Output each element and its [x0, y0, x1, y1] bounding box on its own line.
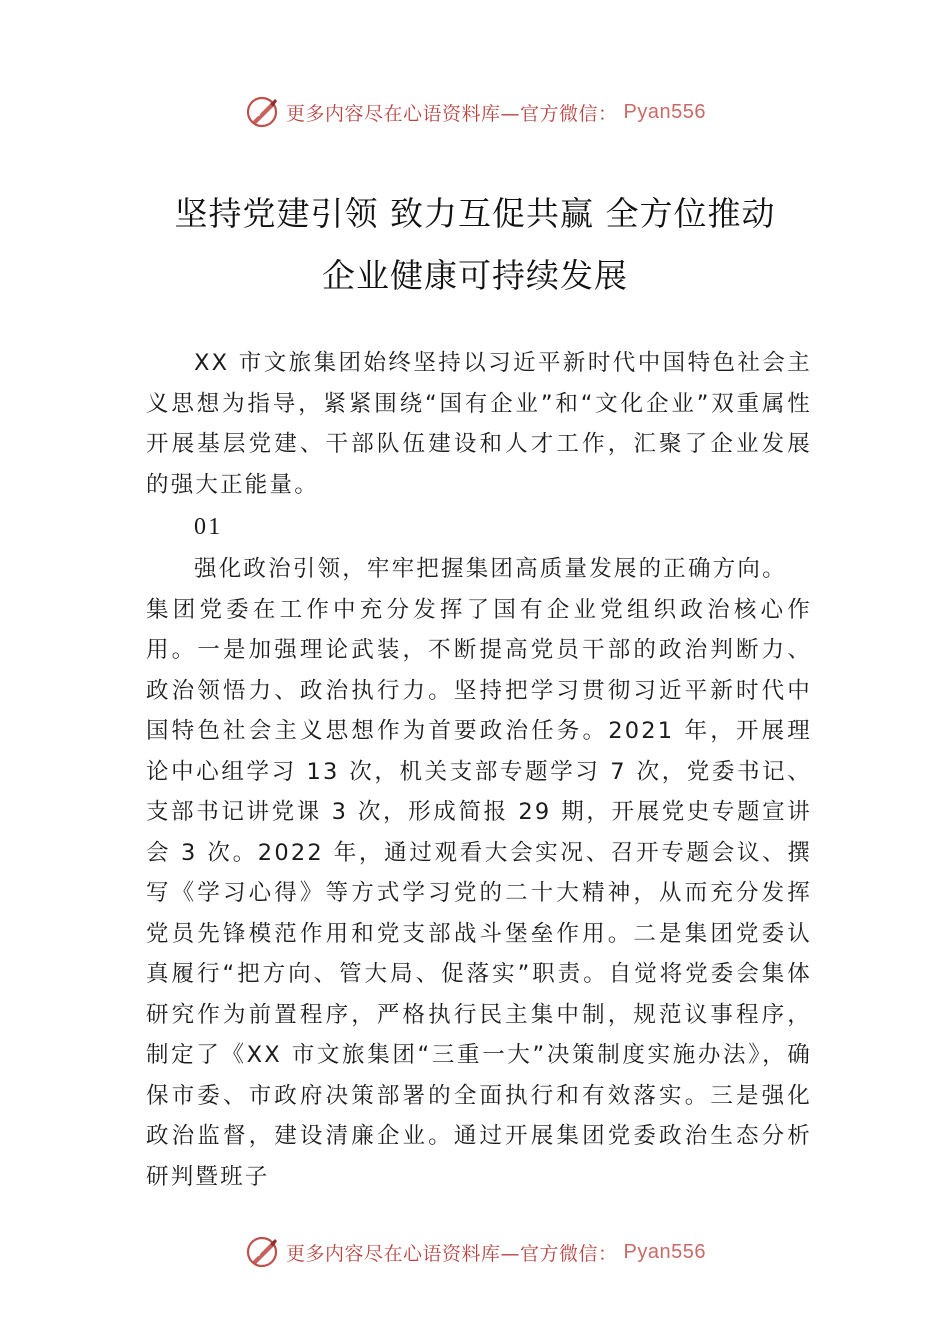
section-number: 01 [194, 514, 223, 540]
pen-nib-icon [244, 94, 280, 130]
header-watermark [0, 94, 950, 130]
document-body [146, 343, 812, 1197]
section-body: 集团党委在工作中充分发挥了国有企业党组织政治核心作用。一是加强理论武装，不断提高党员干部的政治判断力、政治领悟力、政治执行力。坚持把学习贯彻习近平新时代中国特色社会主义思想作为首要政治任务。2021 年，开展理论中心组学习 13 次，机关支部专题学习 7 次，党委书记、支部书记讲党课 3 次，形成简报 29 期，开展党史专题宣讲会 3 次。2022 年，通过观看大会实况、召开专题会议、撰写《学习心得》等方式学习党的二十大精神，从而充分发挥党员先锋模范作用和党支部战斗堡垒作用。二是集团党委认真履行“把方向、管大局、促落实”职责。自觉将党委会集体研究作为前置程序，严格执行民主集中制，规范议事程序，制定了《XX 市文旅集团“三重一大”决策制度实施办法》，确保市委、市政府决策部署的全面执行和有效落实。三是强化政治监督，建设清廉企业。通过开展集团党委政治生态分析研判暨班子 [146, 596, 812, 1190]
watermark-text: 更多内容尽在心语资料库—官方微信： [286, 102, 618, 125]
section-heading: 强化政治引领，牢牢把握集团高质量发展的正确方向。 [194, 556, 787, 582]
watermark-text: 更多内容尽在心语资料库—官方微信： [286, 1242, 618, 1265]
section-paragraph [146, 549, 812, 1197]
document-title-line-1: 坚持党建引领 致力互促共赢 全方位推动 [174, 194, 776, 233]
pen-nib-icon [244, 1234, 280, 1270]
document-title-line-2: 企业健康可持续发展 [322, 256, 628, 295]
intro-paragraph: XX 市文旅集团始终坚持以习近平新时代中国特色社会主义思想为指导，紧紧围绕“国有企业”和“文化企业”双重属性开展基层党建、干部队伍建设和人才工作，汇聚了企业发展的强大正能量。 [146, 350, 812, 498]
footer-watermark [0, 1234, 950, 1270]
watermark-handle: Pyan556 [623, 100, 706, 123]
watermark-handle: Pyan556 [623, 1240, 706, 1263]
